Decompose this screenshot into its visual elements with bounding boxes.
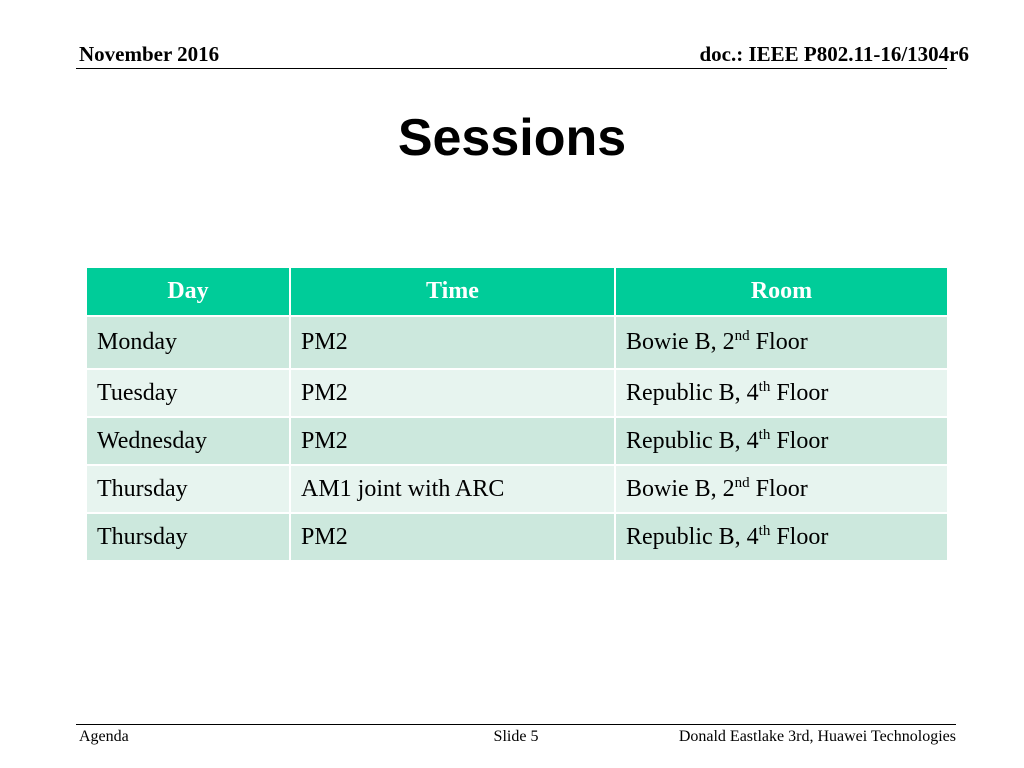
cell-time: PM2 [290, 513, 615, 561]
cell-room [615, 316, 948, 369]
cell-room [615, 417, 948, 465]
footer-author: Donald Eastlake 3rd, Huawei Technologies [678, 728, 956, 745]
table-row [86, 369, 948, 417]
room-floor: Floor [770, 379, 829, 406]
footer-divider [76, 724, 956, 725]
slide-title: Sessions [397, 109, 627, 167]
cell-time: AM1 joint with ARC [290, 465, 615, 513]
table-row [86, 465, 948, 513]
room-ordinal: th [758, 522, 771, 539]
room-ordinal: nd [734, 328, 750, 344]
cell-room [615, 465, 948, 513]
table-row [86, 417, 948, 465]
cell-day: Tuesday [86, 369, 290, 417]
header-date: November 2016 [79, 42, 220, 66]
room-text: Republic B, 4 [626, 379, 759, 406]
cell-time: PM2 [290, 417, 615, 465]
cell-day: Wednesday [86, 417, 290, 465]
footer-section: Agenda [79, 728, 129, 745]
room-ordinal: th [758, 426, 771, 443]
sessions-table [85, 266, 949, 562]
room-ordinal: nd [734, 474, 750, 491]
room-text: Bowie B, 2 [626, 475, 735, 502]
room-floor: Floor [770, 427, 829, 454]
table-row [86, 513, 948, 561]
cell-room [615, 369, 948, 417]
table-header-row [86, 267, 948, 316]
header-doc-id: doc.: IEEE P802.11-16/1304r6 [699, 42, 969, 66]
room-text: Republic B, 4 [626, 523, 759, 550]
cell-day: Thursday [86, 513, 290, 561]
header-divider [76, 68, 947, 69]
room-text: Republic B, 4 [626, 427, 759, 454]
column-header-time: Time [290, 267, 615, 316]
slide-number: Slide 5 [493, 728, 539, 745]
room-floor: Floor [749, 329, 808, 355]
room-floor: Floor [770, 523, 829, 550]
cell-time: PM2 [290, 316, 615, 369]
room-text: Bowie B, 2 [626, 329, 735, 355]
room-floor: Floor [749, 475, 808, 502]
cell-room [615, 513, 948, 561]
cell-time: PM2 [290, 369, 615, 417]
column-header-day: Day [86, 267, 290, 316]
cell-day: Monday [86, 316, 290, 369]
column-header-room: Room [615, 267, 948, 316]
table-row [86, 316, 948, 369]
room-ordinal: th [758, 378, 771, 395]
cell-day: Thursday [86, 465, 290, 513]
